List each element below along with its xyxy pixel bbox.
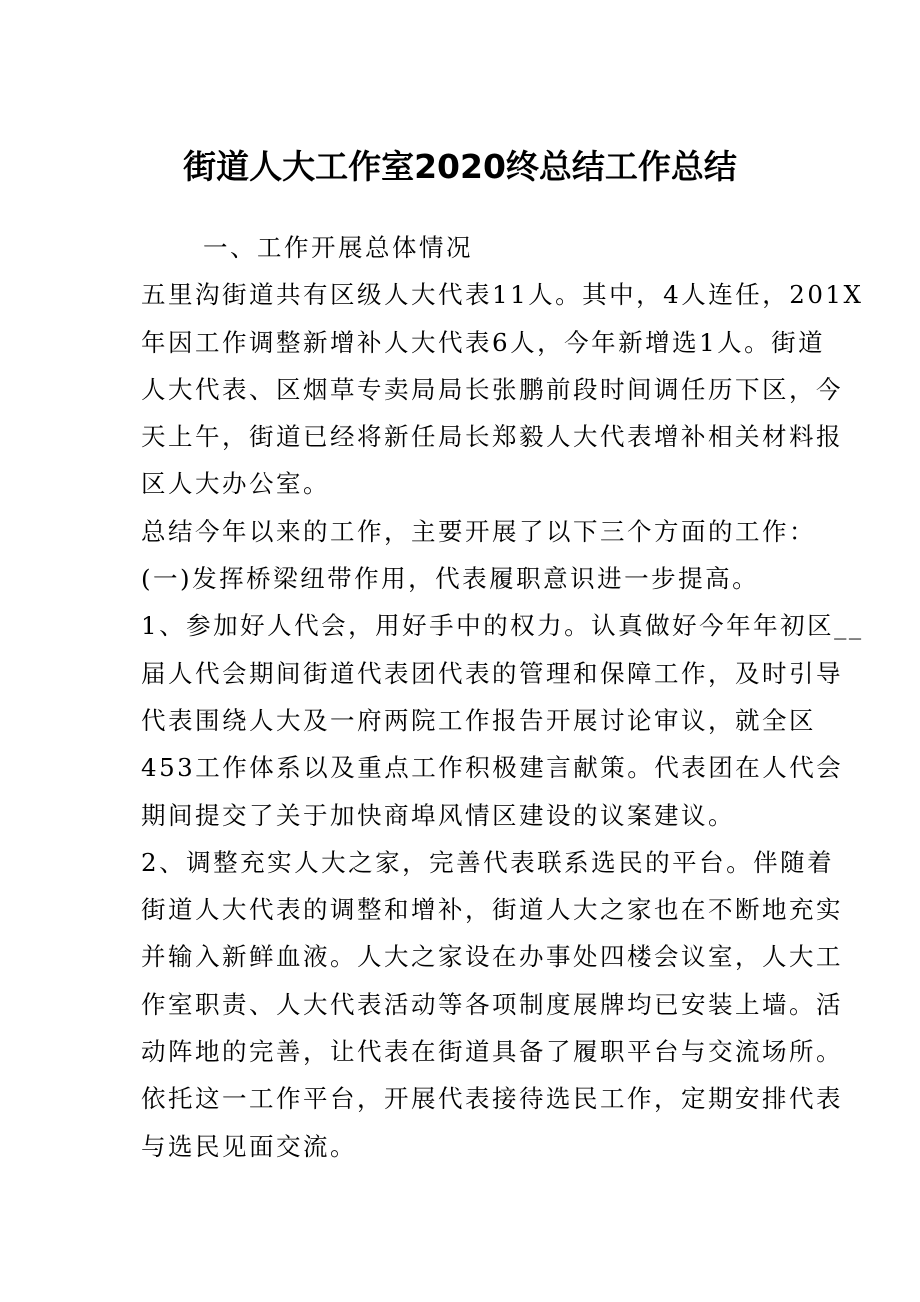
paragraph-line: 总结今年以来的工作，主要开展了以下三个方面的工作： — [141, 516, 816, 546]
paragraph-line: 年因工作调整新增补人大代表6人，今年新增选1人。街道 — [141, 327, 826, 357]
document-body — [141, 224, 864, 1170]
paragraph-line: 依托这一工作平台，开展代表接待选民工作，定期安排代表 — [141, 1084, 843, 1114]
paragraph-line: 作室职责、人大代表活动等各项制度展牌均已安装上墙。活 — [141, 989, 843, 1019]
paragraph-line: 区人大办公室。 — [141, 469, 330, 499]
paragraph-line: 1、参加好人代会，用好手中的权力。认真做好今年年初区__ — [141, 611, 864, 641]
paragraph-line: 代表围绕人大及一府两院工作报告开展讨论审议，就全区 — [141, 705, 816, 735]
paragraph-line: 并输入新鲜血液。人大之家设在办事处四楼会议室，人大工 — [141, 942, 843, 972]
paragraph-line: 人大代表、区烟草专卖局局长张鹏前段时间调任历下区，今 — [141, 374, 843, 404]
document-title: 街道人大工作室2020终总结工作总结 — [183, 147, 737, 186]
paragraph-line: 期间提交了关于加快商埠风情区建设的议案建议。 — [141, 800, 735, 830]
paragraph-line: 街道人大代表的调整和增补，街道人大之家也在不断地充实 — [141, 895, 843, 925]
paragraph-line: 天上午，街道已经将新任局长郑毅人大代表增补相关材料报 — [141, 422, 843, 452]
subsection-heading: (一)发挥桥梁纽带作用，代表履职意识进一步提高。 — [141, 564, 760, 594]
paragraph-line: 2、调整充实人大之家，完善代表联系选民的平台。伴随着 — [141, 847, 835, 877]
paragraph-line: 453工作体系以及重点工作积极建言献策。代表团在人代会 — [141, 753, 844, 783]
paragraph-line: 动阵地的完善，让代表在街道具备了履职平台与交流场所。 — [141, 1037, 843, 1067]
paragraph-line: 届人代会期间街道代表团代表的管理和保障工作，及时引导 — [141, 658, 843, 688]
section-heading: 一、工作开展总体情况 — [203, 233, 473, 262]
paragraph-line: 五里沟街道共有区级人大代表11人。其中，4人连任，201X — [141, 280, 864, 310]
paragraph-line: 与选民见面交流。 — [141, 1131, 357, 1161]
